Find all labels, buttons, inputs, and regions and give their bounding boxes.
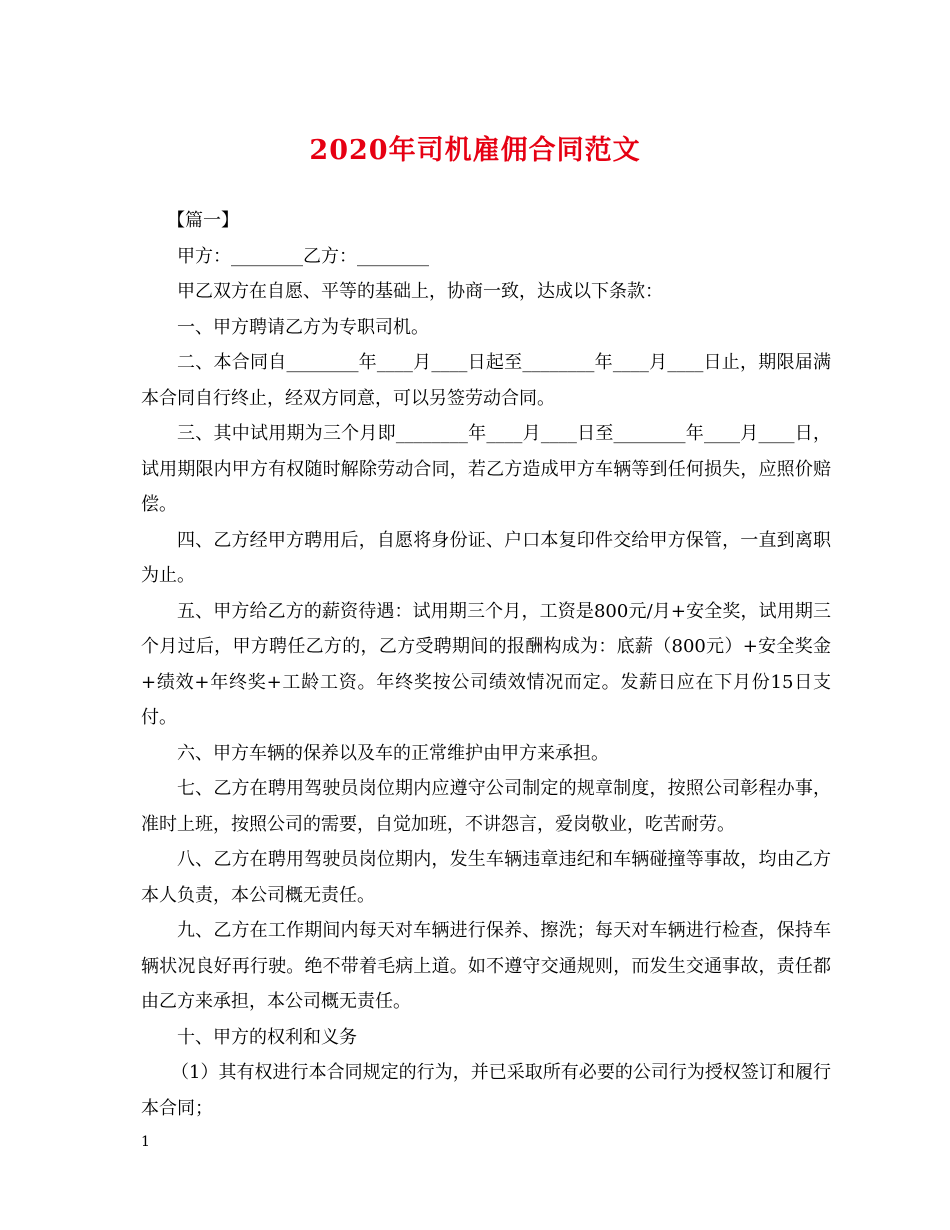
clause-5: 五、甲方给乙方的薪资待遇：试用期三个月，工资是800元/月+安全奖，试用期三个月过后，甲方聘任乙方的，乙方受聘期间的报酬构成为：底薪（800元）+安全奖金+绩效+年终奖+工龄工资。年终奖按公司绩效情况而定。发薪日应在下月份15日支付。: [141, 600, 831, 728]
document-body: [141, 203, 831, 1126]
parties-line: 甲方：________乙方：________: [177, 245, 429, 267]
clause-3: 三、其中试用期为三个月即________年____月____日至________年____月____日，试用期限内甲方有权随时解除劳动合同，若乙方造成甲方车辆等到任何损失，应照价赔偿。: [141, 423, 831, 515]
clause-10-item-1: （1）其有权进行本合同规定的行为，并已采取所有必要的公司行为授权签订和履行本合同；: [141, 1062, 831, 1119]
clause-4: 四、乙方经甲方聘用后，自愿将身份证、户口本复印件交给甲方保管，一直到离职为止。: [141, 529, 831, 586]
clause-9: 九、乙方在工作期间内每天对车辆进行保养、擦洗；每天对车辆进行检查，保持车辆状况良好再行驶。绝不带着毛病上道。如不遵守交通规则，而发生交通事故，责任都由乙方来承担，本公司概无责任。: [141, 920, 831, 1012]
page-number: 1: [141, 1134, 150, 1150]
clause-7: 七、乙方在聘用驾驶员岗位期内应遵守公司制定的规章制度，按照公司彰程办事，准时上班，按照公司的需要，自觉加班，不讲怨言，爱岗敬业，吃苦耐劳。: [141, 778, 831, 835]
clause-2: 二、本合同自________年____月____日起至________年____月____日止，期限届满本合同自行终止，经双方同意，可以另签劳动合同。: [141, 352, 831, 409]
preamble: 甲乙双方在自愿、平等的基础上，协商一致，达成以下条款：: [177, 281, 663, 302]
clause-10-heading: 十、甲方的权利和义务: [177, 1026, 357, 1048]
clause-6: 六、甲方车辆的保养以及车的正常维护由甲方来承担。: [177, 742, 609, 764]
clause-1: 一、甲方聘请乙方为专职司机。: [177, 316, 429, 338]
clause-8: 八、乙方在聘用驾驶员岗位期内，发生车辆违章违纪和车辆碰撞等事故，均由乙方本人负责，本公司概无责任。: [141, 849, 831, 906]
section-label: 【篇一】: [167, 210, 239, 231]
document-title: 2020年司机雇佣合同范文: [309, 135, 641, 166]
